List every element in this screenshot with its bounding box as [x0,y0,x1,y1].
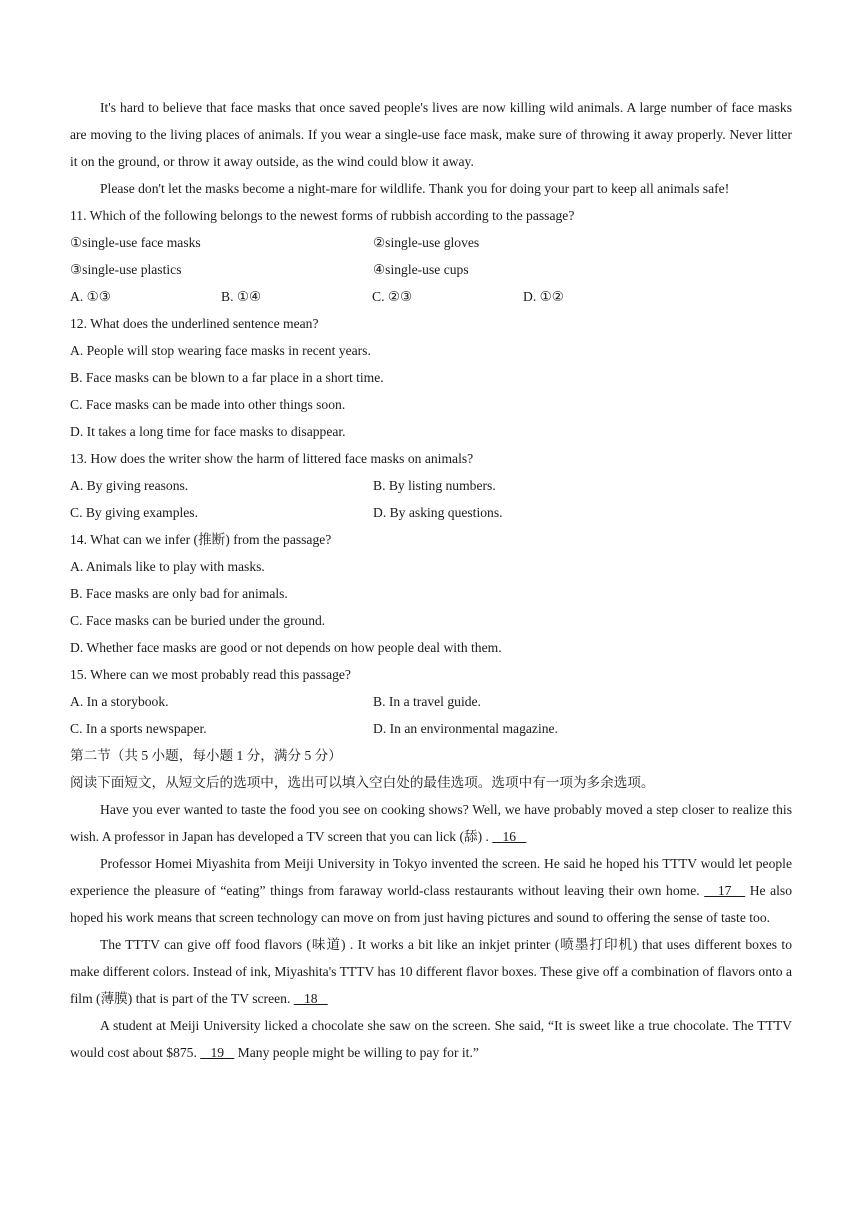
section-instruction: 阅读下面短文，从短文后的选项中，选出可以填入空白处的最佳选项。选项中有一项为多余选项。 [70,775,655,790]
answer-option: B. Face masks can be blown to a far place in a short time. [70,370,384,385]
question-stem: 12. What does the underlined sentence mean? [70,316,319,331]
option-row [70,688,792,715]
paragraph-text: Professor Homei Miyashita from Meiji University in Tokyo invented the screen. He said he hoped his TTTV would let people experience the pleasure of “eating” things from faraway world-class restaurants without leaving their own home. [70,856,792,898]
answer-option: C. ②③ [372,289,413,304]
paragraph-text: A student at Meiji University licked a chocolate she saw on the screen. She said, “It is sweet like a true chocolate. The TTTV would cost about $875. [70,1018,792,1060]
option-row [70,499,792,526]
answer-option: A. By giving reasons. [70,478,189,493]
blank-17: 17 [704,883,746,898]
passage-paragraph: It's hard to believe that face masks that once saved people's lives are now killing wild animals. A large number of face masks are moving to the living places of animals. If you wear a single-use face mask, make sure of throwing it away properly. Never litter it on the ground, or throw it away outside, as the wind could blow it away. [70,100,792,169]
option-row [70,715,792,742]
item-row [70,229,792,256]
answer-option: A. Animals like to play with masks. [70,559,265,574]
question-stem: 15. Where can we most probably read this passage? [70,667,351,682]
answer-option: C. In a sports newspaper. [70,721,207,736]
blank-18: 18 [293,991,328,1006]
question-item: ④single-use cups [373,262,469,277]
document-page [70,94,792,1066]
answer-option: D. By asking questions. [373,505,503,520]
option-row [70,472,792,499]
question-item: ①single-use face masks [70,235,201,250]
answer-option: D. ①② [523,289,564,304]
answer-option: B. By listing numbers. [373,478,496,493]
blank-16: 16 [492,829,527,844]
answer-option: A. People will stop wearing face masks in recent years. [70,343,371,358]
passage-paragraph [70,931,792,1012]
option-row [70,283,792,310]
question-stem: 14. What can we infer (推断) from the passage? [70,532,332,547]
passage-paragraph: Please don't let the masks become a night-mare for wildlife. Thank you for doing your part to keep all animals safe! [100,181,730,196]
paragraph-text: Have you ever wanted to taste the food you see on cooking shows? Well, we have probably moved a step closer to realize this wish. A professor in Japan has developed a TV screen that you can lick (舔) . [70,802,792,844]
passage-paragraph [70,796,792,850]
answer-option: D. Whether face masks are good or not depends on how people deal with them. [70,640,502,655]
answer-option: A. ①③ [70,289,111,304]
answer-option: D. It takes a long time for face masks to disappear. [70,424,346,439]
answer-option: C. By giving examples. [70,505,198,520]
answer-option: B. ①④ [221,289,262,304]
item-row [70,256,792,283]
paragraph-text: Many people might be willing to pay for it.” [234,1045,479,1060]
answer-option: C. Face masks can be made into other things soon. [70,397,346,412]
question-item: ③single-use plastics [70,262,182,277]
answer-option: A. In a storybook. [70,694,169,709]
answer-option: B. Face masks are only bad for animals. [70,586,288,601]
question-item: ②single-use gloves [373,235,480,250]
answer-option: B. In a travel guide. [373,694,481,709]
passage-paragraph [70,1012,792,1066]
passage-paragraph [70,850,792,931]
question-stem: 13. How does the writer show the harm of littered face masks on animals? [70,451,474,466]
paragraph-text: The TTTV can give off food flavors (味道) . It works a bit like an inkjet printer (喷墨打印机) that uses different boxes to make different colors. Instead of ink, Miyashita's TTTV has 10 different flavor boxes. These give off a combination of flavors onto a film (薄膜) that is part of the TV screen. [70,937,792,1006]
blank-19: 19 [200,1045,235,1060]
section-heading: 第二节（共 5 小题，每小题 1 分，满分 5 分） [70,748,342,763]
answer-option: C. Face masks can be buried under the ground. [70,613,326,628]
answer-option: D. In an environmental magazine. [373,721,558,736]
question-stem: 11. Which of the following belongs to the newest forms of rubbish according to the passage? [70,208,575,223]
paragraph-text: He also hoped his work means that screen technology can move on from just having pictures and sound to offering the sense of taste too. [70,883,793,925]
